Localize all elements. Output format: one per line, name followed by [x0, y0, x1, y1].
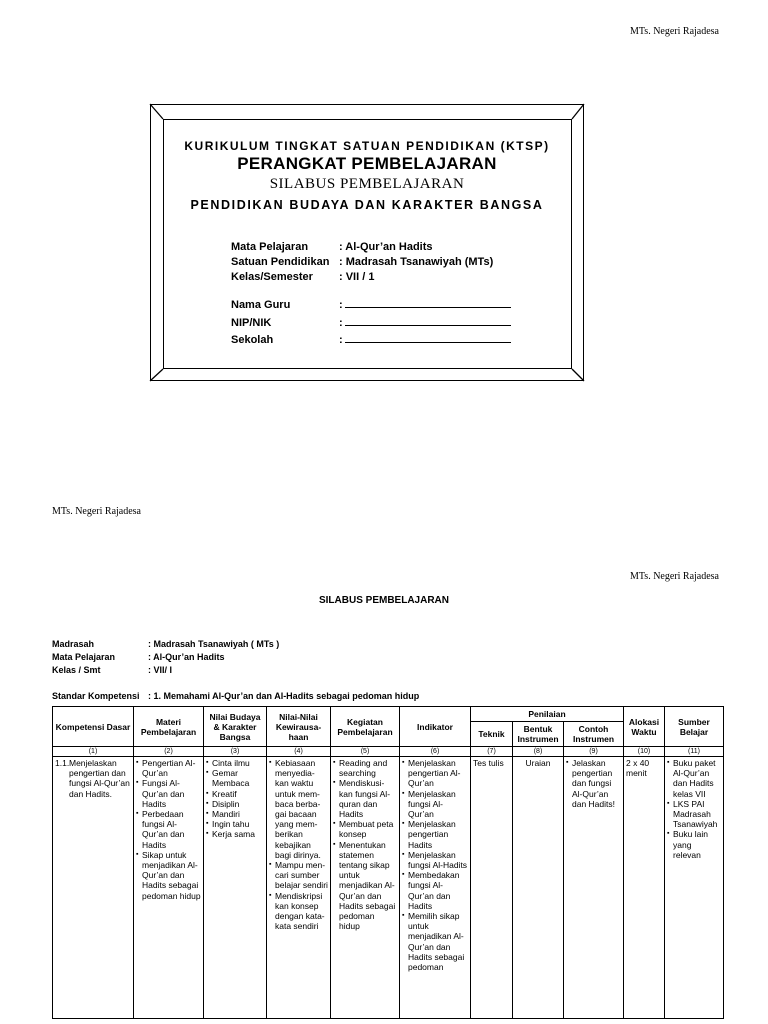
col-number: (11)	[665, 747, 724, 757]
cell-alokasi: 2 x 40 menit	[624, 757, 665, 1019]
list-item: ▪ Cinta ilmu	[206, 758, 264, 768]
list-item: ▪ Membedakan fungsi Al-Qur’an dan Hadits	[402, 870, 468, 911]
cell-kompetensi-dasar	[53, 757, 134, 1019]
meta-standar-kompetensi: Standar Kompetensi : 1. Memahami Al-Qur’an dan Al-Hadits sebagai pedoman hidup	[52, 691, 420, 701]
cover-blank-sekolah: Sekolah :	[231, 334, 511, 346]
col-number: (7)	[471, 747, 513, 757]
cell-nilai-budaya	[204, 757, 267, 1019]
list-item: ▪ Mendiskripsi kan konsep dengan kata-kata sendiri	[269, 891, 328, 932]
list-item: ▪ Mendiskusi-kan fungsi Al-quran dan Hadits	[333, 778, 397, 819]
col-indikator: Indikator	[400, 707, 471, 747]
col-number: (2)	[134, 747, 204, 757]
fill-line	[345, 299, 511, 308]
meta-mapel: Mata Pelajaran : Al-Qur’an Hadits	[52, 652, 225, 662]
col-number: (4)	[267, 747, 331, 757]
meta-madrasah: Madrasah : Madrasah Tsanawiyah ( MTs )	[52, 639, 280, 649]
cell-kewirausahaan	[267, 757, 331, 1019]
meta-kelas: Kelas / Smt : VII/ I	[52, 665, 173, 675]
list-item: ▪ Kebiasaan menyedia-kan waktu untuk mem-baca berba-gai bacaan yang mem-berikan kebajikan bagi dirinya.	[269, 758, 328, 860]
col-sumber: Sumber Belajar	[665, 707, 724, 747]
list-item: ▪ Kreatif	[206, 789, 264, 799]
list-item: ▪ Menjelaskan fungsi Al-Hadits	[402, 850, 468, 870]
list-item: ▪ Menjelaskan fungsi Al-Qur’an	[402, 789, 468, 820]
col-materi: Materi Pembelajaran	[134, 707, 204, 747]
cell-teknik: Tes tulis	[471, 757, 513, 1019]
col-number: (5)	[331, 747, 400, 757]
list-item: ▪ Memilih sikap untuk menjadikan Al-Qur’an dan Hadits sebagai pedoman	[402, 911, 468, 972]
list-item: ▪ Mandiri	[206, 809, 264, 819]
header-school: MTs. Negeri Rajadesa	[630, 26, 719, 37]
col-number: (8)	[513, 747, 564, 757]
cell-materi	[134, 757, 204, 1019]
page2-title: SILABUS PEMBELAJARAN	[318, 595, 449, 606]
col-teknik: Teknik	[471, 722, 513, 747]
cover-pendidikan-title: PENDIDIKAN BUDAYA DAN KARAKTER BANGSA	[190, 198, 544, 212]
list-item: ▪ Perbedaan fungsi Al-Qur’an dan Hadits	[136, 809, 201, 850]
table-header-row	[53, 707, 724, 722]
cover-field-satuan: Satuan Pendidikan : Madrasah Tsanawiyah (MTs)	[231, 256, 494, 268]
list-item: ▪ Reading and searching	[333, 758, 397, 778]
col-nilai-budaya: Nilai Budaya & Karakter Bangsa	[204, 707, 267, 747]
cover-field-mapel: Mata Pelajaran : Al-Qur’an Hadits	[231, 241, 433, 253]
list-item: ▪ Jelaskan pengertian dan fungsi Al-Qur’an dan Hadits!	[566, 758, 621, 809]
col-kewirausahaan: Nilai-Nilai Kewirausa-haan	[267, 707, 331, 747]
col-contoh: Contoh Instrumen	[564, 722, 624, 747]
page2-header-school: MTs. Negeri Rajadesa	[630, 571, 719, 582]
col-bentuk: Bentuk Instrumen	[513, 722, 564, 747]
cover-silabus-title: SILABUS PEMBELAJARAN	[269, 176, 465, 192]
fill-line	[345, 334, 511, 343]
col-penilaian: Penilaian	[471, 707, 624, 722]
cell-sumber	[665, 757, 724, 1019]
syllabus-table	[52, 706, 724, 1019]
list-item: ▪ Buku lain yang relevan	[667, 829, 721, 860]
list-item: ▪ Menjelaskan pengertian Al-Qur’an	[402, 758, 468, 789]
cover-ktsp-title: KURIKULUM TINGKAT SATUAN PENDIDIKAN (KTSP)	[184, 139, 550, 153]
cover-field-kelas: Kelas/Semester : VII / 1	[231, 271, 375, 283]
col-number: (9)	[564, 747, 624, 757]
cell-kegiatan	[331, 757, 400, 1019]
fill-line	[345, 317, 511, 326]
table-number-row	[53, 747, 724, 757]
list-item: ▪ Sikap untuk menjadikan Al-Qur’an dan Hadits sebagai pedoman hidup	[136, 850, 201, 901]
list-item: ▪ Membuat peta konsep	[333, 819, 397, 839]
col-number: (1)	[53, 747, 134, 757]
list-item: ▪ Pengertian Al-Qur’an	[136, 758, 201, 778]
col-number: (3)	[204, 747, 267, 757]
cell-indikator	[400, 757, 471, 1019]
col-alokasi: Alokasi Waktu	[624, 707, 665, 747]
list-item: ▪ Disiplin	[206, 799, 264, 809]
col-number: (10)	[624, 747, 665, 757]
list-item: ▪ Mampu men-cari sumber belajar sendiri	[269, 860, 328, 891]
col-kompetensi-dasar: Kompetensi Dasar	[53, 707, 134, 747]
cover-blank-nip: NIP/NIK :	[231, 317, 511, 329]
cell-contoh	[564, 757, 624, 1019]
list-item: ▪ Kerja sama	[206, 829, 264, 839]
list-item: ▪ Buku paket Al-Qur’an dan Hadits kelas VII	[667, 758, 721, 799]
cell-bentuk: Uraian	[513, 757, 564, 1019]
list-item: ▪ Ingin tahu	[206, 819, 264, 829]
kd-text: Menjelaskan pengertian dan fungsi Al-Qur’an dan Hadits.	[69, 758, 130, 799]
cover-blank-nama-guru: Nama Guru :	[231, 299, 511, 311]
list-item: ▪ Menjelaskan pengertian Hadits	[402, 819, 468, 850]
list-item: ▪ Gemar Membaca	[206, 768, 264, 788]
footer-school: MTs. Negeri Rajadesa	[52, 506, 141, 517]
list-item: ▪ LKS PAI Madrasah Tsanawiyah	[667, 799, 721, 830]
cover-perangkat-title: PERANGKAT PEMBELAJARAN	[237, 154, 497, 173]
col-number: (6)	[400, 747, 471, 757]
kd-number: 1.1.	[55, 758, 70, 768]
col-kegiatan: Kegiatan Pembelajaran	[331, 707, 400, 747]
list-item: ▪ Menentukan statemen tentang sikap untuk menjadikan Al-Qur’an dan Hadits sebagai pedoman hidup	[333, 840, 397, 932]
table-row	[53, 757, 724, 1019]
list-item: ▪ Fungsi Al-Qur’an dan Hadits	[136, 778, 201, 809]
